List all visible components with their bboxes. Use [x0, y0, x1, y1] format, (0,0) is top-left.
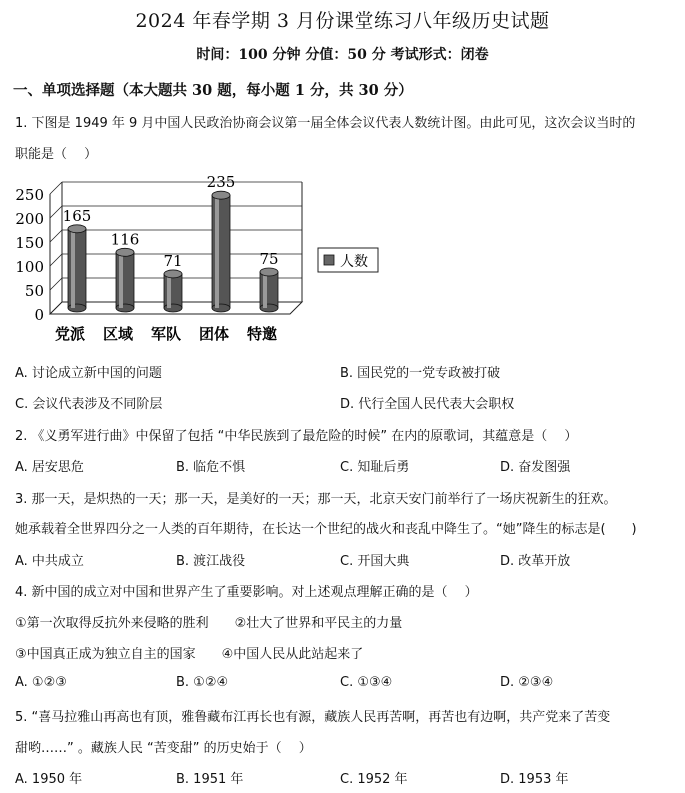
- q4-statement-line1: ①第一次取得反抗外来侵略的胜利 ②壮大了世界和平民主的力量: [15, 616, 403, 631]
- q5-option-b: B. 1951 年: [176, 772, 244, 787]
- delegates-bar-chart: [10, 176, 390, 346]
- grid-diagonal: [50, 206, 62, 218]
- bar-base: [116, 304, 134, 312]
- y-tick-label: 50: [24, 282, 44, 300]
- y-tick-label: 150: [15, 234, 44, 252]
- q5-option-d: D. 1953 年: [500, 772, 569, 787]
- y-tick-label: 250: [15, 186, 44, 204]
- x-tick-label: 党派: [54, 325, 86, 343]
- q2-stem: 2. 《义勇军进行曲》中保留了包括 “中华民族到了最危险的时候” 在内的原歌词，其蕴意是（ ）: [15, 429, 578, 444]
- q5-stem-line2: 甜哟……” 。藏族人民 “苦变甜” 的历史始于（ ）: [15, 741, 312, 756]
- q3-option-c: C. 开国大典: [340, 554, 410, 569]
- bar-body: [212, 195, 230, 308]
- q4-option-a: A. ①②③: [15, 675, 67, 690]
- bar-value-label: 116: [110, 230, 140, 249]
- q3-option-d: D. 改革开放: [500, 554, 571, 569]
- q2-option-b: B. 临危不惧: [176, 460, 246, 475]
- bar-highlight: [119, 252, 123, 308]
- grid-diagonal: [50, 254, 62, 266]
- bar-value-label: 165: [62, 206, 92, 225]
- y-tick-label: 200: [15, 210, 44, 228]
- section-heading: 一、单项选择题（本大题共 30 题，每小题 1 分，共 30 分）: [13, 82, 413, 99]
- exam-info: 时间：100 分钟 分值：50 分 考试形式：闭卷: [196, 47, 489, 63]
- bar-highlight: [71, 229, 75, 308]
- bar-base: [212, 304, 230, 312]
- bar-党派: [63, 207, 92, 312]
- bar-value-label: 71: [163, 251, 183, 270]
- q5-option-a: A. 1950 年: [15, 772, 83, 787]
- q1-stem-line2: 职能是（ ）: [15, 147, 98, 162]
- y-tick-label: 0: [34, 306, 44, 324]
- q5-stem-line1: 5. “喜马拉雅山再高也有顶，雅鲁藏布江再长也有源，藏族人民再苦啊，再苦也有边啊，共产党来了苦变: [15, 710, 611, 725]
- q3-option-b: B. 渡江战役: [176, 554, 246, 569]
- bar-base: [260, 304, 278, 312]
- bar-body: [260, 272, 278, 308]
- legend-label: 人数: [340, 254, 368, 270]
- grid-diagonal: [50, 278, 62, 290]
- bar-区域: [111, 230, 140, 312]
- bar-军队: [163, 252, 182, 312]
- bar-top: [260, 268, 278, 276]
- bar-base: [164, 304, 182, 312]
- bar-value-label: 235: [206, 176, 236, 192]
- q1-option-a: A. 讨论成立新中国的问题: [15, 366, 162, 381]
- q2-option-d: D. 奋发图强: [500, 460, 571, 475]
- bar-value-label: 75: [259, 250, 279, 268]
- grid-diagonal: [50, 182, 62, 194]
- q4-statement-line2: ③中国真正成为独立自主的国家 ④中国人民从此站起来了: [15, 647, 364, 662]
- x-tick-label: 区域: [102, 325, 134, 343]
- q4-option-d: D. ②③④: [500, 675, 554, 690]
- q1-stem-line1: 1. 下图是 1949 年 9 月中国人民政治协商会议第一届全体会议代表人数统计图。由此可见，这次会议当时的: [15, 116, 636, 131]
- exam-title: 2024 年春学期 3 月份课堂练习八年级历史试题: [135, 10, 550, 32]
- q4-option-c: C. ①③④: [340, 675, 393, 690]
- q4-stem-line1: 4. 新中国的成立对中国和世界产生了重要影响。对上述观点理解正确的是（ ）: [15, 585, 478, 600]
- bar-body: [68, 229, 86, 308]
- grid-diagonal: [50, 230, 62, 242]
- q1-option-c: C. 会议代表涉及不同阶层: [15, 397, 163, 412]
- bar-base: [68, 304, 86, 312]
- y-tick-label: 100: [15, 258, 44, 276]
- bar-body: [164, 274, 182, 308]
- q4-option-b: B. ①②④: [176, 675, 229, 690]
- bar-特邀: [259, 250, 278, 312]
- q1-option-d: D. 代行全国人民代表大会职权: [340, 397, 515, 412]
- x-tick-label: 团体: [198, 325, 230, 343]
- bar-body: [116, 252, 134, 308]
- bar-highlight: [263, 272, 267, 308]
- x-tick-label: 特邀: [246, 325, 278, 343]
- bar-top: [164, 270, 182, 278]
- q5-option-c: C. 1952 年: [340, 772, 408, 787]
- bar-top: [212, 191, 230, 199]
- bar-highlight: [167, 274, 171, 308]
- bar-highlight: [215, 195, 219, 308]
- q3-stem-line2: 她承载着全世界四分之一人类的百年期待，在长达一个世纪的战火和丧乱中降生了。“她”降生的标志是( ): [15, 522, 637, 537]
- bar-top: [116, 248, 134, 256]
- bar-团体: [207, 176, 236, 312]
- q3-stem-line1: 3. 那一天，是炽热的一天；那一天，是美好的一天；那一天，北京天安门前举行了一场庆祝新生的狂欢。: [15, 492, 617, 507]
- legend-swatch: [324, 255, 334, 265]
- bar-top: [68, 225, 86, 233]
- q2-option-a: A. 居安思危: [15, 460, 84, 475]
- q3-option-a: A. 中共成立: [15, 554, 84, 569]
- q2-option-c: C. 知耻后勇: [340, 460, 410, 475]
- q1-option-b: B. 国民党的一党专政被打破: [340, 366, 501, 381]
- x-tick-label: 军队: [150, 325, 182, 343]
